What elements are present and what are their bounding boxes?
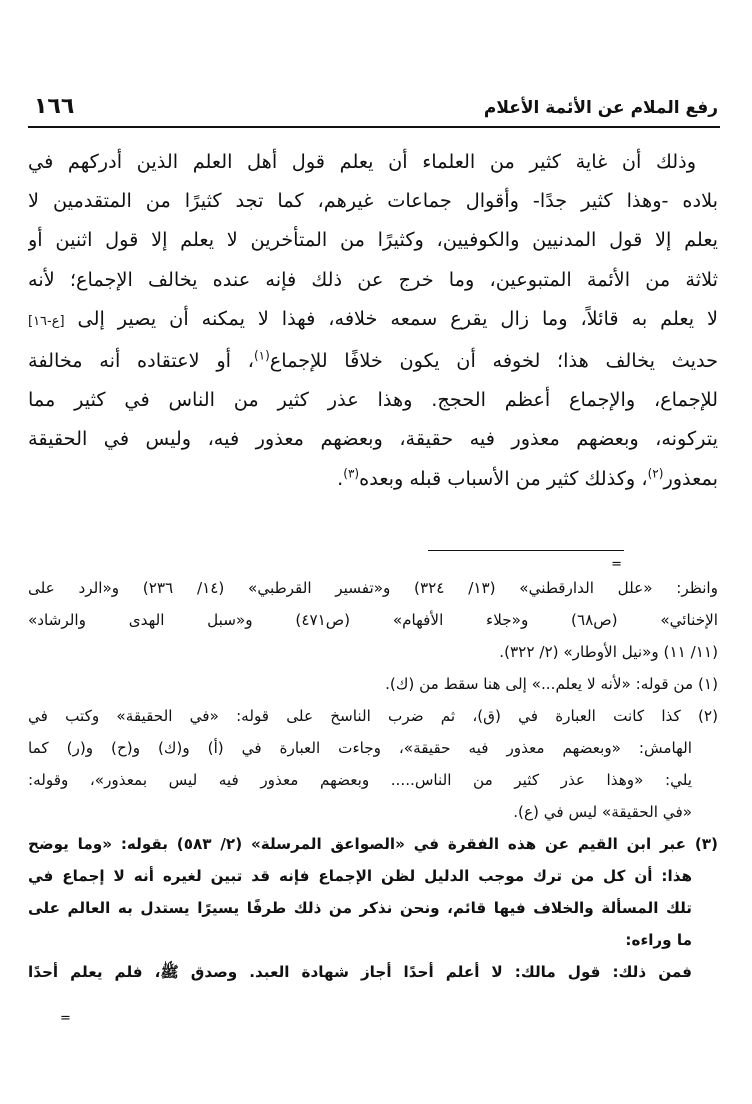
footnote-1: (١) من قوله: «لأنه لا يعلم...» إلى هنا سقط من (ك). — [385, 675, 718, 693]
main-text — [28, 142, 718, 498]
continuation-mark-end: = — [60, 1011, 71, 1026]
body-line-text: . — [337, 466, 344, 490]
footnote-line: هذا: أن كل من ترك موجب الدليل لظن الإجماع فإنه قد تبين لغيره أنه لا إجماع في — [28, 867, 692, 885]
footnote-separator — [428, 550, 624, 551]
body-line — [28, 459, 718, 498]
page-header — [28, 92, 720, 128]
body-line: يتركونه، وبعضهم معذور فيه حقيقة، وبعضهم معذور فيه، وليس في الحقيقة — [28, 427, 718, 451]
body-line: وذلك أن غاية كثير من العلماء أن يعلم قول أهل العلم الذين أدركهم في — [28, 150, 696, 173]
continuation-mark: = — [611, 557, 622, 572]
footnote-line: فمن ذلك: قول مالك: لا أعلم أحدًا أجاز شهادة العبد. وصدق ﷺ، فلم يعلم أحدًا — [28, 963, 692, 981]
footnote-line: «في الحقيقة» ليس في (ع). — [513, 803, 692, 821]
body-line-text: بمعذور — [663, 466, 718, 490]
footnote-ref[interactable]: (١) — [253, 348, 270, 363]
footnote-line: الهامش: «وبعضهم معذور فيه حقيقة»، وجاءت العبارة في (أ) و(ك) و(ح) و(ر) كما — [28, 739, 692, 757]
body-line: للإجماع، والإجماع أعظم الحجج. وهذا عذر كثير من الناس في كثير مما — [28, 388, 718, 412]
footnote-line: وانظر: «علل الدارقطني» (١٣/ ٣٢٤) و«تفسير القرطبي» (١٤/ ٢٣٦) و«الرد على — [28, 579, 718, 597]
running-title: رفع الملام عن الأئمة الأعلام — [483, 98, 718, 118]
body-line: بلاده -وهذا كثير جدًا- وأقوال جماعات غيرهم، كما تجد كثيرًا من المتقدمين لا — [28, 189, 718, 213]
body-line-text: حديث يخالف هذا؛ لخوفه أن يكون خلافًا للإجماع — [269, 349, 718, 373]
footnote-line: (١١/ ١١) و«نيل الأوطار» (٢/ ٣٢٢). — [499, 643, 718, 661]
page-number: ١٦٦ — [34, 94, 75, 119]
body-line-text: ، أو لاعتقاده أنه مخالفة — [28, 349, 254, 373]
body-line-text: لا يعلم به قائلاً، وما زال يقرع سمعه خلافه، فهذا لا يمكنه أن يصير إلى — [77, 306, 718, 330]
manuscript-marker: [ع-١٦] — [28, 313, 65, 329]
body-line: ثلاثة من الأئمة المتبوعين، وما خرج عن ذلك فإنه عنده يخالف الإجماع؛ لأنه — [28, 267, 718, 291]
footnote-ref[interactable]: (٣) — [343, 466, 360, 481]
footnote-3: (٣) عبر ابن القيم عن هذه الفقرة في «الصواعق المرسلة» (٢/ ٥٨٣) بقوله: «وما يوضح — [28, 835, 718, 853]
footnote-line: يلي: «وهذا عذر كثير من الناس..... وبعضهم معذور فيه ليس بمعذور»، وقوله: — [28, 771, 692, 789]
footnote-line: الإخنائي» (ص٦٨) و«جلاء الأفهام» (ص٤٧١) و«سبل الهدى والرشاد» — [28, 611, 718, 629]
footnote-line: تلك المسألة والخلاف فيها قائم، ونحن نذكر من ذلك طرفًا يسيرًا يستدل به العالم على — [28, 899, 692, 917]
body-line: يعلم إلا قول المدنيين والكوفيين، وكثيرًا من المتأخرين لا يعلم إلا قول اثنين أو — [28, 228, 718, 252]
footnote-line: ما وراءه: — [625, 931, 692, 949]
body-line-text: ، وكذلك كثير من الأسباب قبله وبعده — [359, 466, 648, 490]
footnote-2: (٢) كذا كانت العبارة في (ق)، ثم ضرب الناسخ على قوله: «في الحقيقة» وكتب في — [28, 707, 718, 725]
body-line — [28, 341, 718, 380]
footnote-ref[interactable]: (٢) — [647, 466, 664, 481]
body-line — [28, 299, 718, 341]
footnotes — [28, 572, 718, 988]
